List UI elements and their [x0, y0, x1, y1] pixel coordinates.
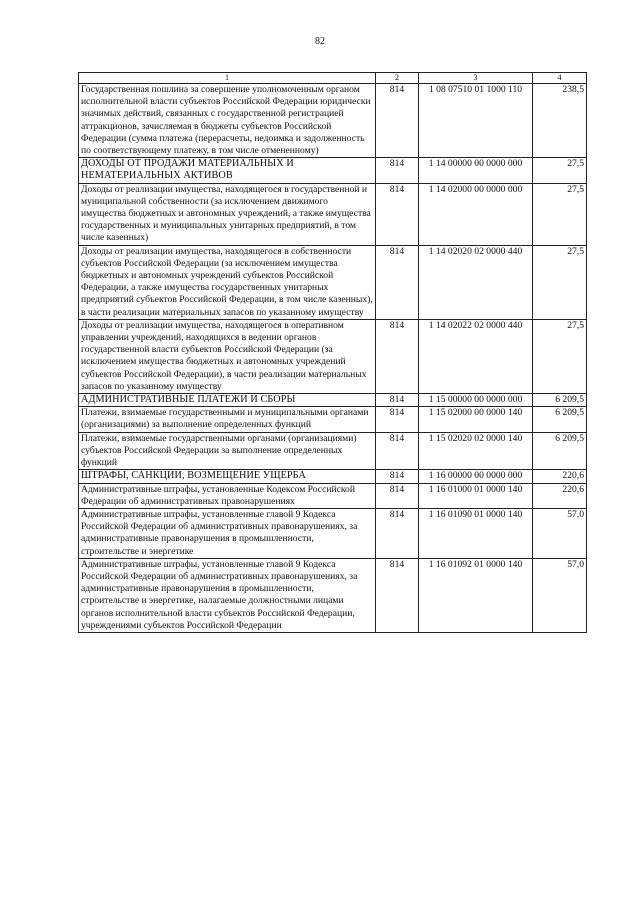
- table-row: [79, 483, 587, 508]
- section-row: [79, 158, 587, 183]
- table-row: [79, 183, 587, 245]
- admin-code-cell: 814: [376, 183, 419, 245]
- table-row: [79, 319, 587, 393]
- table-row: [79, 508, 587, 558]
- admin-code-cell: 814: [376, 245, 419, 319]
- revenue-name-cell: Платежи, взимаемые государственными и муниципальными органами (организациями) за выполнение определенных функций: [79, 407, 376, 432]
- admin-code-cell: 814: [376, 432, 419, 470]
- admin-code-cell: 814: [376, 483, 419, 508]
- revenue-name-cell: Доходы от реализации имущества, находящегося в собственности субъектов Российской Федерации (за исключением имущества бюджетных и автономных учреждений субъектов Российской Федерации, а также имущества государственных унитарных предприятий субъектов Российской Федерации, в том числе казенных), в части реализации материальных запасов по указанному имуществу: [79, 245, 376, 319]
- header-col-1: 1: [79, 73, 376, 84]
- table-row: [79, 558, 587, 632]
- admin-code-cell: 814: [376, 158, 419, 183]
- revenue-name-cell: Административные штрафы, установленные Кодексом Российской Федерации об административных правонарушениях: [79, 483, 376, 508]
- budget-classification-code-cell: 1 16 00000 00 0000 000: [419, 470, 533, 483]
- amount-cell: 238,5: [533, 84, 587, 158]
- amount-cell: 57,0: [533, 558, 587, 632]
- section-row: [79, 470, 587, 483]
- budget-classification-code-cell: 1 14 02020 02 0000 440: [419, 245, 533, 319]
- amount-cell: 57,0: [533, 508, 587, 558]
- amount-cell: 220,6: [533, 470, 587, 483]
- amount-cell: 220,6: [533, 483, 587, 508]
- budget-classification-code-cell: 1 15 02000 00 0000 140: [419, 407, 533, 432]
- header-col-4: 4: [533, 73, 587, 84]
- admin-code-cell: 814: [376, 319, 419, 393]
- amount-cell: 6 209,5: [533, 432, 587, 470]
- revenue-name-cell: ДОХОДЫ ОТ ПРОДАЖИ МАТЕРИАЛЬНЫХ И НЕМАТЕРИАЛЬНЫХ АКТИВОВ: [79, 158, 376, 183]
- table-row: [79, 407, 587, 432]
- revenue-name-cell: Доходы от реализации имущества, находящегося в оперативном управлении учреждений, находящихся в ведении органов государственной власти субъектов Российской Федерации (за исключением имущества бюджетных и автономных учреждений субъектов Российской Федерации), в части реализации материальных запасов по указанному имуществу: [79, 319, 376, 393]
- admin-code-cell: 814: [376, 508, 419, 558]
- amount-cell: 27,5: [533, 183, 587, 245]
- table-row: [79, 245, 587, 319]
- page-number: 82: [315, 36, 325, 47]
- admin-code-cell: 814: [376, 470, 419, 483]
- table-row: [79, 84, 587, 158]
- amount-cell: 27,5: [533, 245, 587, 319]
- budget-classification-code-cell: 1 15 02020 02 0000 140: [419, 432, 533, 470]
- table-body: [79, 84, 587, 633]
- table-header: [79, 73, 587, 84]
- budget-classification-code-cell: 1 14 02022 02 0000 440: [419, 319, 533, 393]
- revenue-name-cell: Доходы от реализации имущества, находящегося в государственной и муниципальной собственности (за исключением движимого имущества бюджетных и автономных учреждений, а также имущества государственных и муниципальных унитарных предприятий, в том числе казенных): [79, 183, 376, 245]
- budget-classification-code-cell: 1 16 01092 01 0000 140: [419, 558, 533, 632]
- header-col-3: 3: [419, 73, 533, 84]
- budget-classification-code-cell: 1 14 00000 00 0000 000: [419, 158, 533, 183]
- budget-classification-code-cell: 1 16 01090 01 0000 140: [419, 508, 533, 558]
- amount-cell: 27,5: [533, 158, 587, 183]
- amount-cell: 6 209,5: [533, 394, 587, 407]
- revenue-name-cell: ШТРАФЫ, САНКЦИИ, ВОЗМЕЩЕНИЕ УЩЕРБА: [79, 470, 376, 483]
- revenue-name-cell: Платежи, взимаемые государственными органами (организациями) субъектов Российской Федерации за выполнение определенных функций: [79, 432, 376, 470]
- budget-classification-code-cell: 1 08 07510 01 1000 110: [419, 84, 533, 158]
- revenue-name-cell: Административные штрафы, установленные главой 9 Кодекса Российской Федерации об административных правонарушениях, за административные правонарушения в промышленности, строительстве и энергетике: [79, 508, 376, 558]
- table-row: [79, 432, 587, 470]
- header-row: [79, 73, 587, 84]
- revenue-name-cell: АДМИНИСТРАТИВНЫЕ ПЛАТЕЖИ И СБОРЫ: [79, 394, 376, 407]
- admin-code-cell: 814: [376, 84, 419, 158]
- revenue-name-cell: Административные штрафы, установленные главой 9 Кодекса Российской Федерации об административных правонарушениях, за административные правонарушения в промышленности, строительстве и энергетике, налагаемые должностными лицами органов исполнительной власти субъектов Российской Федерации, учреждениями субъектов Российской Федерации: [79, 558, 376, 632]
- budget-classification-code-cell: 1 16 01000 01 0000 140: [419, 483, 533, 508]
- admin-code-cell: 814: [376, 558, 419, 632]
- admin-code-cell: 814: [376, 407, 419, 432]
- amount-cell: 27,5: [533, 319, 587, 393]
- section-row: [79, 394, 587, 407]
- budget-classification-code-cell: 1 15 00000 00 0000 000: [419, 394, 533, 407]
- budget-classification-code-cell: 1 14 02000 00 0000 000: [419, 183, 533, 245]
- admin-code-cell: 814: [376, 394, 419, 407]
- amount-cell: 6 209,5: [533, 407, 587, 432]
- revenue-name-cell: Государственная пошлина за совершение уполномоченным органом исполнительной власти субъектов Российской Федерации юридически значимых действий, связанных с государственной регистрацией аттракционов, зачисляемая в бюджеты субъектов Российской Федерации (сумма платежа (перерасчеты, недоимка и задолженность по соответствующему платежу, в том числе отмененному): [79, 84, 376, 158]
- budget-revenue-table: [78, 72, 587, 633]
- header-col-2: 2: [376, 73, 419, 84]
